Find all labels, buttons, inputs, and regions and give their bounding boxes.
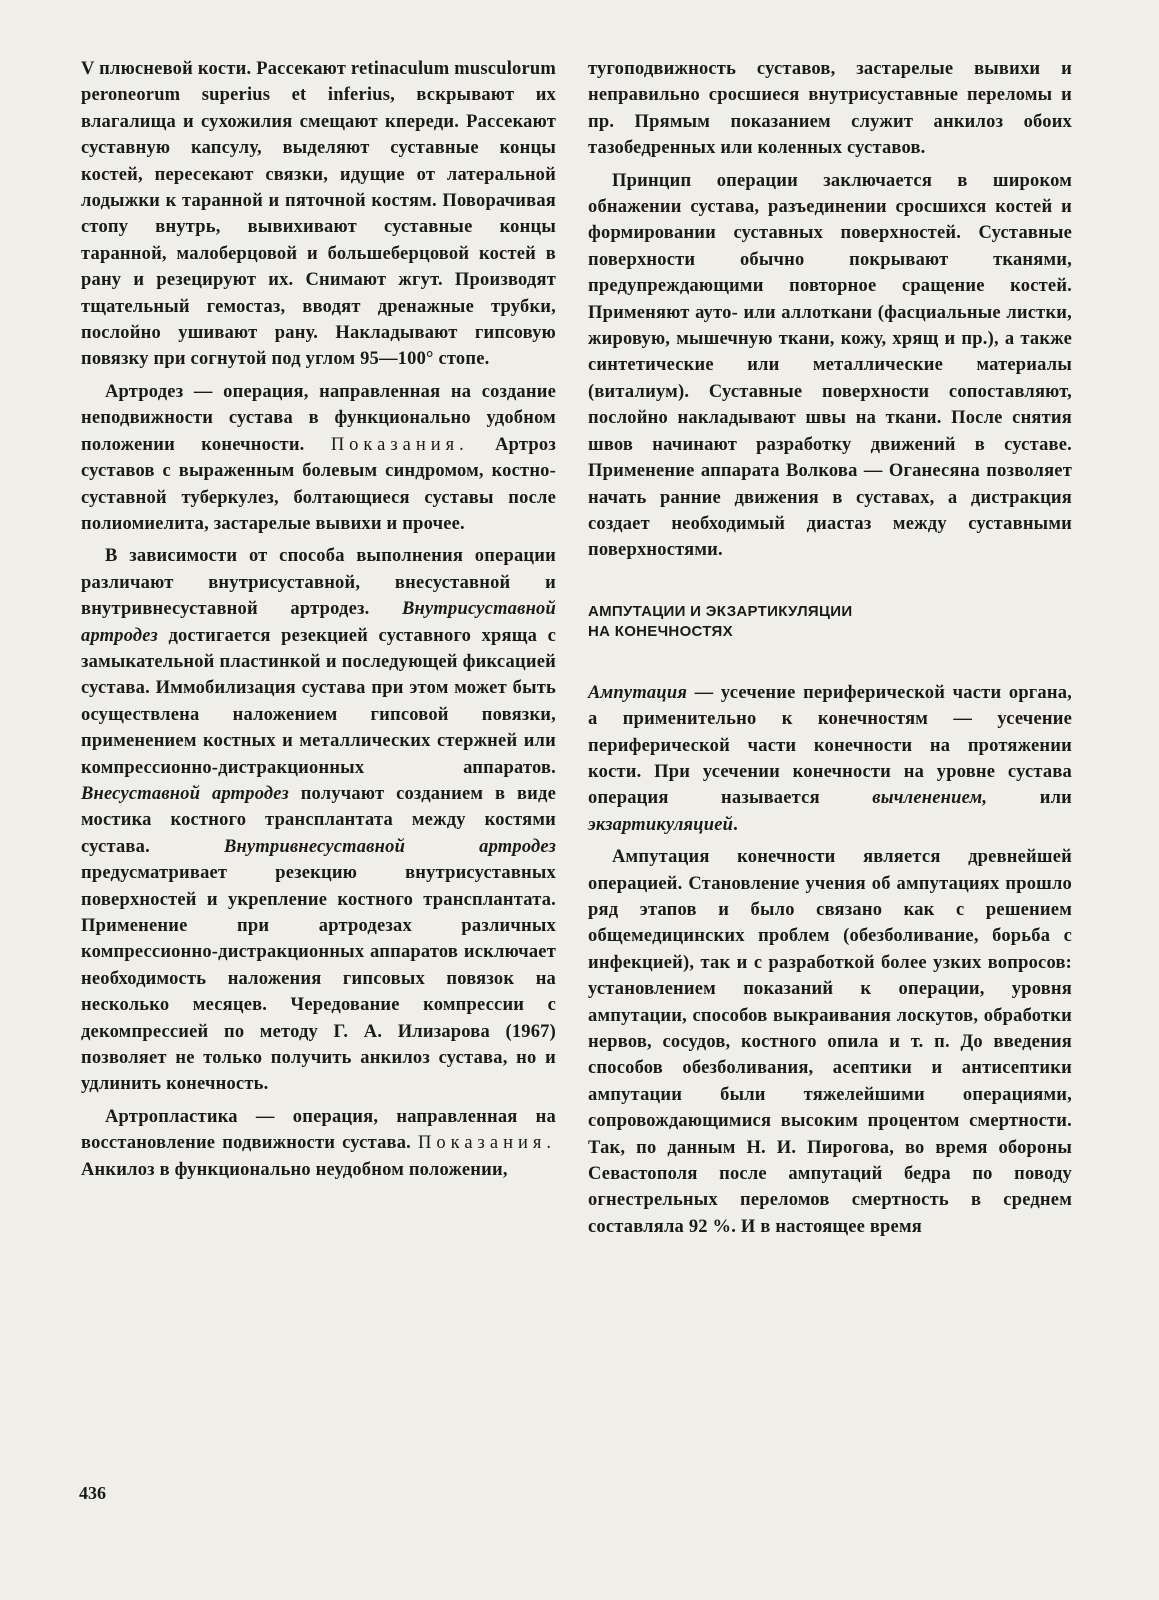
paragraph-ankle-resection: V плюсневой кости. Рассекают retinaculum musculorum peroneorum superius et inferius, вскрывают их влагалища и сухожилия смещают кпереди. Рассекают суставную капсулу, выделяют суставные концы костей, пересекают связки, идущие от латеральной лодыжки к таранной и пяточной костям. Поворачивая стопу внутрь, вывихивают суставные концы таранной, малоберцовой и большеберцовой костей в рану и резецируют их. Снимают жгут. Производят тщательный гемостаз, вводят дренажные трубки, послойно ушивают рану. Накладывают гипсовую повязку при согнутой под углом 95—100° стопе.	[81, 59, 556, 370]
term-arthroplasty: Артропластика	[105, 1106, 238, 1127]
page-number: 436	[79, 1483, 106, 1503]
text-segment: или	[987, 788, 1073, 809]
paragraph-operation-principle: Принцип операции заключается в широком обнажении сустава, разъединении сросшихся костей и формировании суставных поверхностей. Суставные поверхности обычно покрывают тканями, предупреждающими повторное сращение костей. Применяют ауто- или аллоткани (фасциальные листки, жировую, мышечную ткани, кожу, хрящ и пр.), а также синтетические или металлические материалы (виталиум). Суставные поверхности сопоставляют, послойно накладывают швы на ткани. После снятия швов начинают разработку движений в суставе. Применение аппарата Волкова — Оганесяна позволяет начать ранние движения в суставах, а дистракция создает необходимый диастаз между суставными поверхностями.	[588, 170, 1072, 561]
section-heading-line-2: НА КОНЕЧНОСТЯХ	[588, 622, 733, 640]
paragraph-arthroplasty-continued: тугоподвижность суставов, застарелые вывихи и неправильно сросшиеся внутрисуставные переломы и пр. Прямым показанием служит анкилоз обоих тазобедренных или коленных суставов.	[588, 59, 1072, 159]
term-amputation: Ампутация	[588, 682, 688, 703]
paragraph-arthrodesis	[81, 379, 556, 537]
term-disarticulation: вычленением,	[872, 788, 988, 809]
text-segment: получают созданием в виде мостика костного трансплантата между костями сустава.	[81, 783, 557, 857]
arthrodesis-indications: Артроз суставов с выраженным болевым синдромом, костно-суставной туберкулез, болтающиеся суставы после полиомиелита, застарелые вывихи и прочее.	[81, 434, 556, 534]
section-heading	[588, 602, 1072, 642]
term-arthrodesis: Артродез	[105, 381, 184, 402]
paragraph-amputation-definition	[588, 680, 1072, 838]
indications-label: Показания.	[330, 434, 469, 455]
arthrodesis-definition: — операция, направленная на создание неподвижности сустава в функционально удобном положении конечности.	[81, 381, 556, 455]
text-segment: В зависимости от способа выполнения операции различают внутрисуставной, внесуставной и внутривнесуставной артродез.	[81, 546, 556, 620]
indications-label: Показания.	[418, 1133, 556, 1154]
paragraph-arthrodesis-types	[81, 543, 556, 1098]
term-intraarticular-arthrodesis: Внутрисуставной артродез	[81, 599, 556, 646]
term-combined-arthrodesis: Внутривнесуставной артродез	[223, 836, 557, 857]
paragraph-amputation-history: Ампутация конечности является древнейшей операцией. Становление учения об ампутациях прошло ряд этапов и было связано как с решением общемедицинских проблем (обезболивание, борьба с инфекцией), так и с разработкой более узких вопросов: установлением показаний к операции, уровня ампутации, способов выкраивания лоскутов, обработки нервов, сосудов, костного опила и т. п. До введения способов обезболивания, асептики и антисептики ампутации были тяжелейшими операциями, сопровождающимися высоким процентом смертности. Так, по данным Н. И. Пирогова, во время обороны Севастополя после ампутаций бедра по поводу огнестрельных переломов смертность в среднем составляла 92 %. И в настоящее время	[588, 847, 1072, 1237]
text-segment: предусматривает резекцию внутрисуставных поверхностей и укрепление костного трансплантата. Применение при артродезах различных компрессионно-дистракционных аппаратов исключает необходимость наложения гипсовых повязок на несколько месяцев. Чередование компрессии с декомпрессией по методу Г. А. Илизарова (1967) позволяет не только получить анкилоз сустава, но и удлинить конечность.	[81, 863, 556, 1095]
arthroplasty-indications: Анкилоз в функционально неудобном положении,	[81, 1159, 508, 1180]
text-segment: достигается резекцией суставного хряща с замыкательной пластинкой и последующей фиксацией сустава. Иммобилизация сустава при этом может быть осуществлена наложением гипсовой повязки, применением костных и металлических стержней или компрессионно-дистракционных аппаратов.	[81, 625, 556, 778]
text-segment: — усечение периферической части органа, а применительно к конечностям — усечение периферической части конечности на протяжении кости. При усечении конечности на уровне сустава операция называется	[588, 682, 1072, 809]
arthroplasty-definition: — операция, направленная на восстановление подвижности сустава.	[81, 1106, 556, 1154]
paragraph-arthroplasty	[81, 1104, 556, 1183]
term-exarticulation: экзартикуляцией	[588, 814, 734, 835]
right-column	[588, 56, 1072, 1246]
section-heading-line-1: АМПУТАЦИИ И ЭКЗАРТИКУЛЯЦИИ	[588, 602, 853, 620]
term-extraarticular-arthrodesis: Внесуставной артродез	[81, 783, 289, 804]
text-segment: .	[733, 814, 738, 835]
left-column	[81, 56, 556, 1189]
